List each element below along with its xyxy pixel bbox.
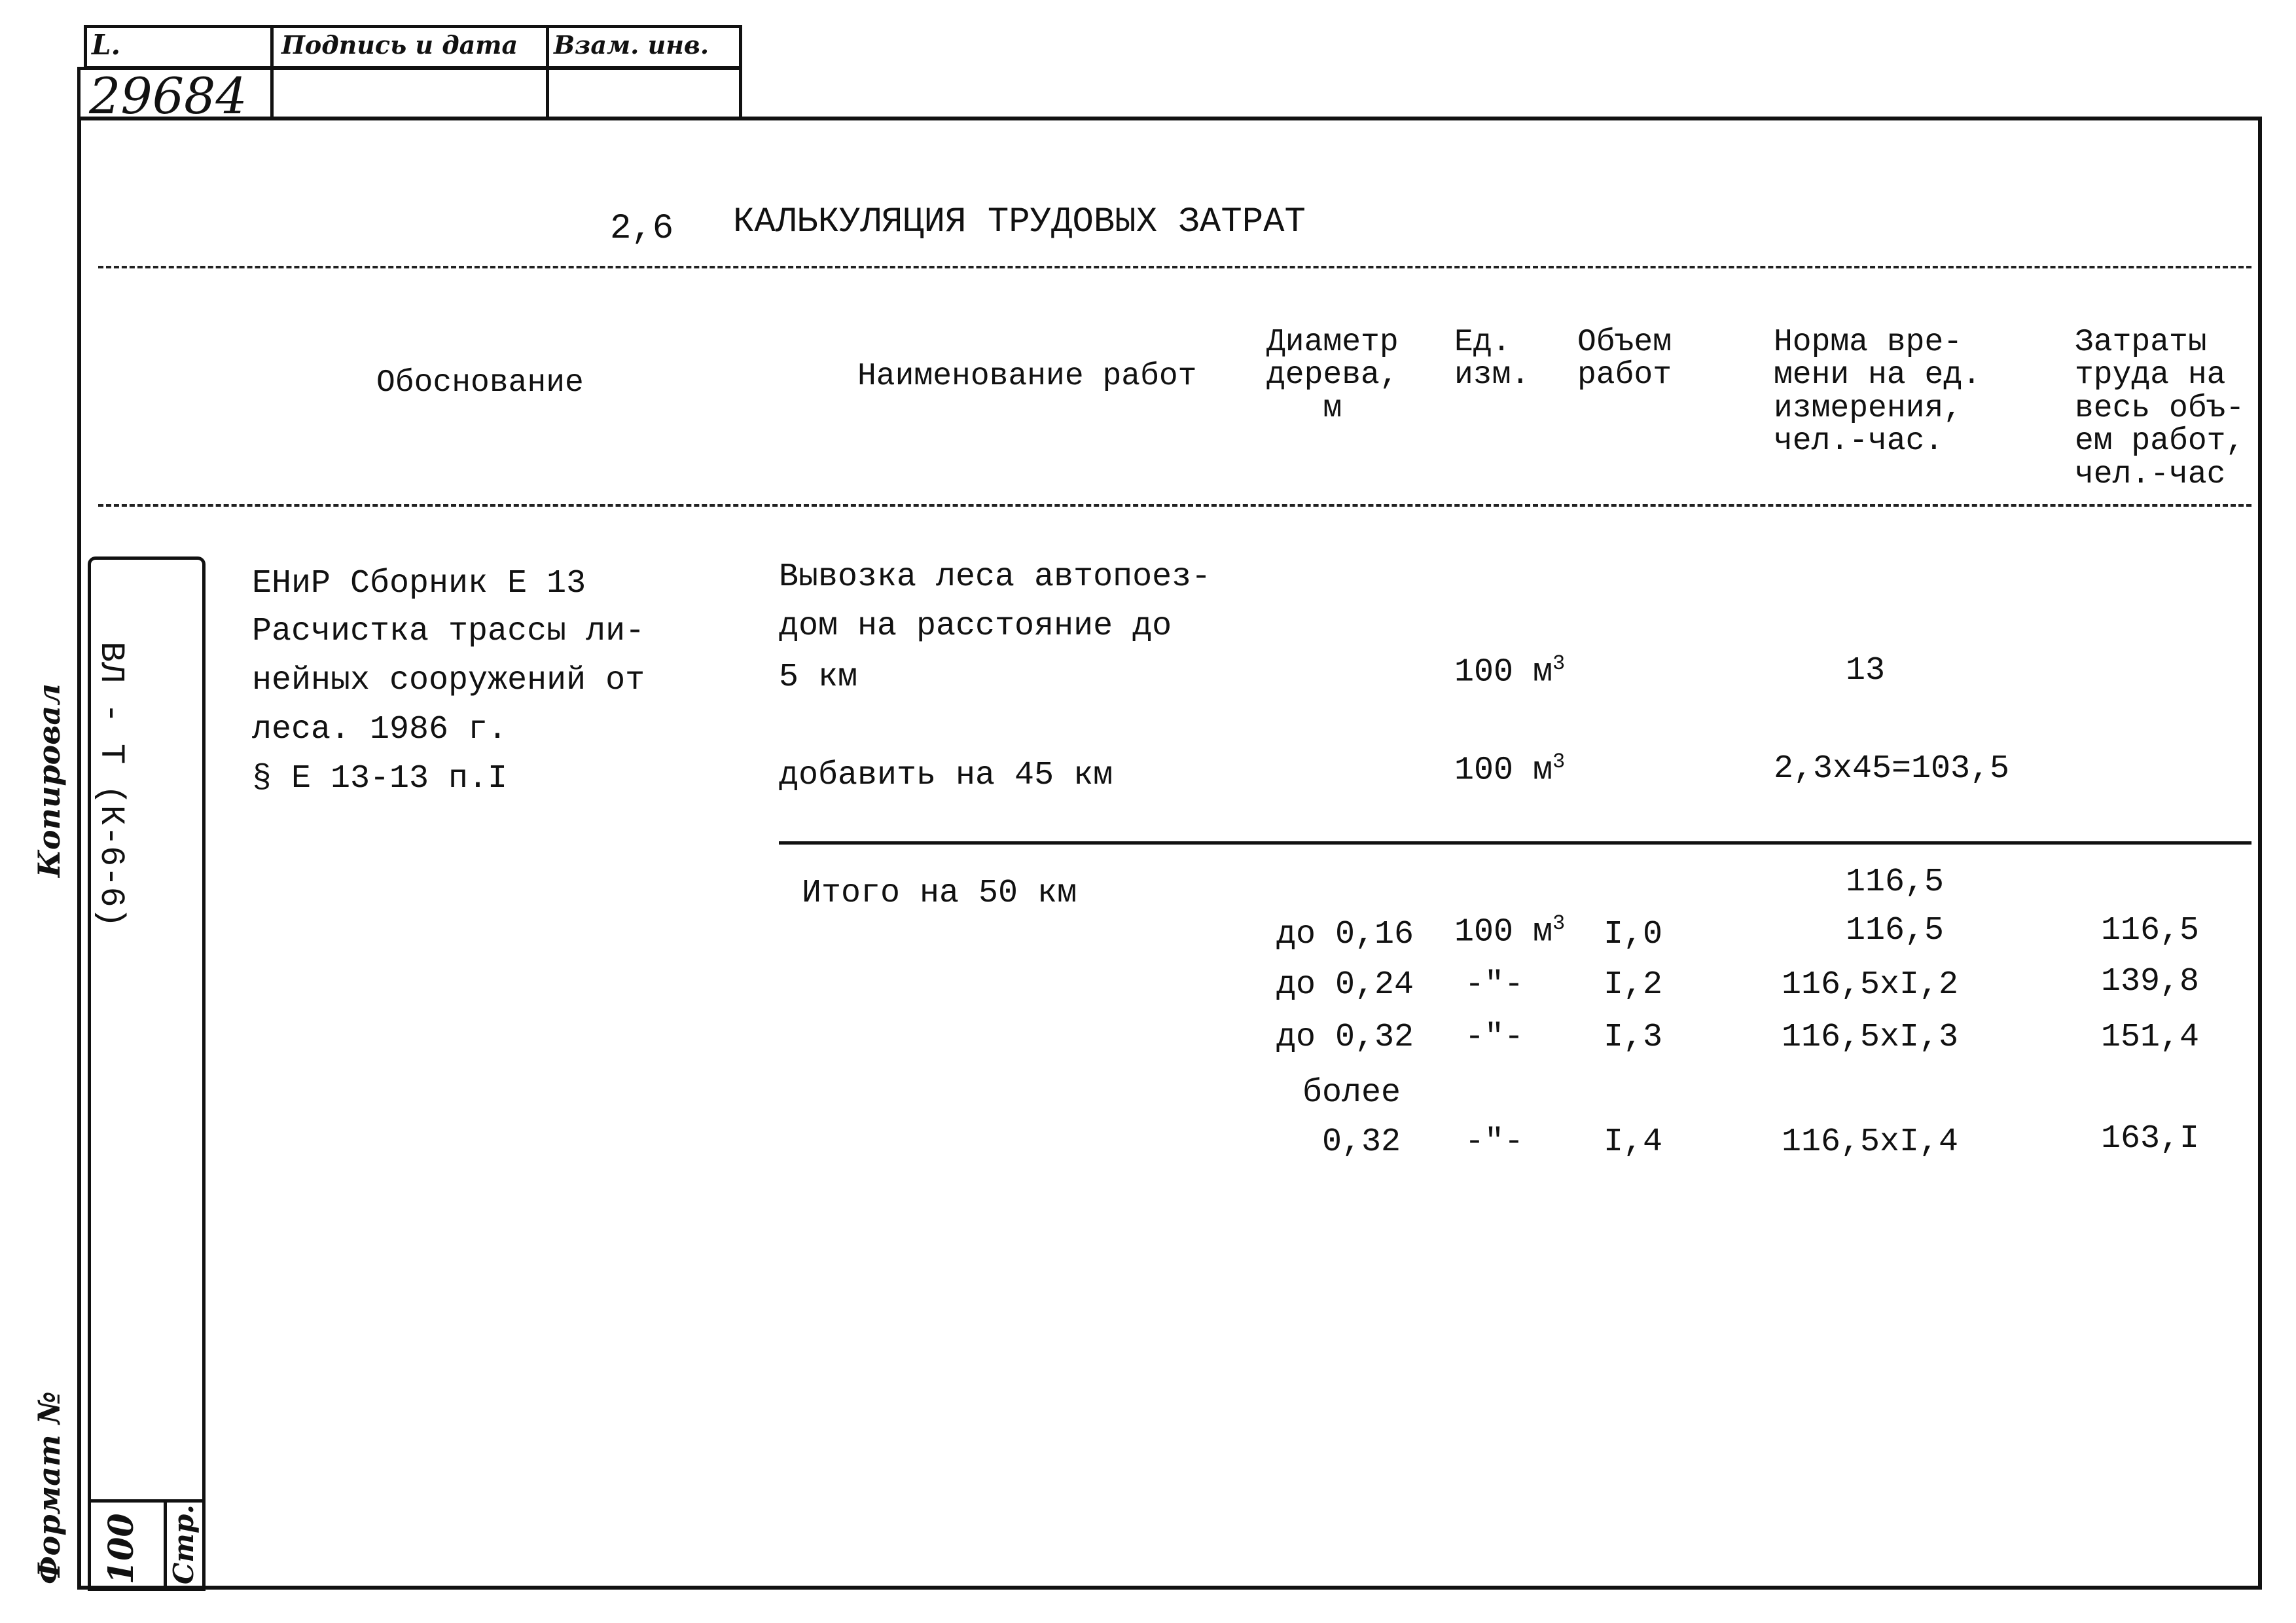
row-diameter-prefix: более [1302, 1074, 1401, 1112]
header-bottom-rule [98, 504, 2251, 507]
row-diameter: до 0,24 [1276, 966, 1414, 1004]
row-main-unit-text: 100 м [1454, 653, 1553, 691]
row-add-unit [1454, 750, 1565, 791]
row-main-unit-sup: 3 [1552, 651, 1566, 676]
margin-label-format: Формат № [31, 1391, 67, 1584]
row-unit-text: 100 м [1454, 913, 1553, 951]
row-norm: 116,5хI,3 [1782, 1019, 1959, 1056]
row-volume: I,4 [1604, 1123, 1663, 1161]
row-total: 163,I [2101, 1120, 2200, 1158]
header-unit: Ед. изм. [1454, 325, 1530, 393]
row-add-unit-sup: 3 [1552, 750, 1566, 774]
page-title: КАЛЬКУЛЯЦИЯ ТРУДОВЫХ ЗАТРАТ [733, 202, 1306, 242]
subtotal-work: Итого на 50 км [802, 875, 1077, 912]
row-diameter: 0,32 [1322, 1123, 1401, 1161]
row-diameter: до 0,32 [1276, 1019, 1414, 1056]
row-add-norm: 2,3х45=103,5 [1774, 750, 2010, 788]
row-unit: -"- [1465, 1123, 1524, 1161]
row-total: 151,4 [2101, 1019, 2200, 1056]
row-main-norm: 13 [1846, 652, 1886, 689]
side-block-divider [88, 1499, 206, 1503]
row-norm: 116,5хI,4 [1782, 1123, 1959, 1161]
side-block-page-label: Стр. [168, 1504, 200, 1584]
header-diameter: Диаметр дерева, м [1266, 325, 1399, 426]
row-main-unit [1454, 651, 1565, 693]
basis-line: Расчистка трассы ли- [252, 613, 645, 650]
stamp-cell-blank-2 [546, 67, 742, 120]
row-unit: -"- [1465, 966, 1524, 1004]
stamp-number: 29684 [89, 67, 247, 125]
row-norm: 116,5хI,2 [1782, 966, 1959, 1004]
header-top-rule [98, 266, 2251, 268]
stamp-cell-blank-1 [270, 67, 549, 120]
margin-label-copied: Копировал [31, 684, 67, 877]
header-norm: Норма вре- мени на ед. измерения, чел.-час. [1774, 325, 1981, 460]
basis-line: ЕНиР Сборник Е 13 [252, 565, 586, 602]
side-block-page-number: 100 [101, 1513, 141, 1584]
row-add-unit-text: 100 м [1454, 752, 1553, 790]
row-diameter: до 0,16 [1276, 916, 1414, 953]
basis-line: § Е 13-13 п.I [252, 760, 508, 797]
basis-line: нейных сооружений от [252, 662, 645, 699]
row-volume: I,3 [1604, 1019, 1663, 1056]
row-unit: -"- [1465, 1019, 1524, 1056]
header-volume: Объем работ [1577, 325, 1672, 393]
work-line: дом на расстояние до [779, 608, 1172, 645]
row-norm: 116,5 [1846, 912, 1945, 949]
basis-line: леса. 1986 г. [252, 711, 508, 748]
stamp-top-mid-text: Подпись и дата [281, 30, 518, 60]
row-volume: I,2 [1604, 966, 1663, 1004]
row-unit [1454, 911, 1565, 953]
row-total: 139,8 [2101, 963, 2200, 1000]
subtotal-norm: 116,5 [1846, 864, 1945, 901]
row-unit-sup: 3 [1552, 911, 1566, 936]
side-block-code: ВЛ - Т (К-6-6) [92, 642, 130, 928]
work-line: 5 км [779, 659, 858, 696]
header-work: Наименование работ [857, 359, 1197, 394]
side-block-page-divider [164, 1499, 167, 1591]
section-number: 2,6 [610, 209, 674, 249]
row-total: 116,5 [2101, 912, 2200, 949]
work-line: Вывозка леса автопоез- [779, 558, 1211, 596]
row-add-work: добавить на 45 км [779, 757, 1113, 794]
subtotal-rule [779, 841, 2251, 845]
header-total: Затраты труда на весь объ- ем работ, чел.-час [2075, 325, 2245, 492]
row-volume: I,0 [1604, 916, 1663, 953]
stamp-top-right-text: Взам. инв. [554, 30, 709, 60]
header-basis: Обоснование [376, 365, 584, 401]
stamp-top-left-text: L. [92, 29, 121, 61]
